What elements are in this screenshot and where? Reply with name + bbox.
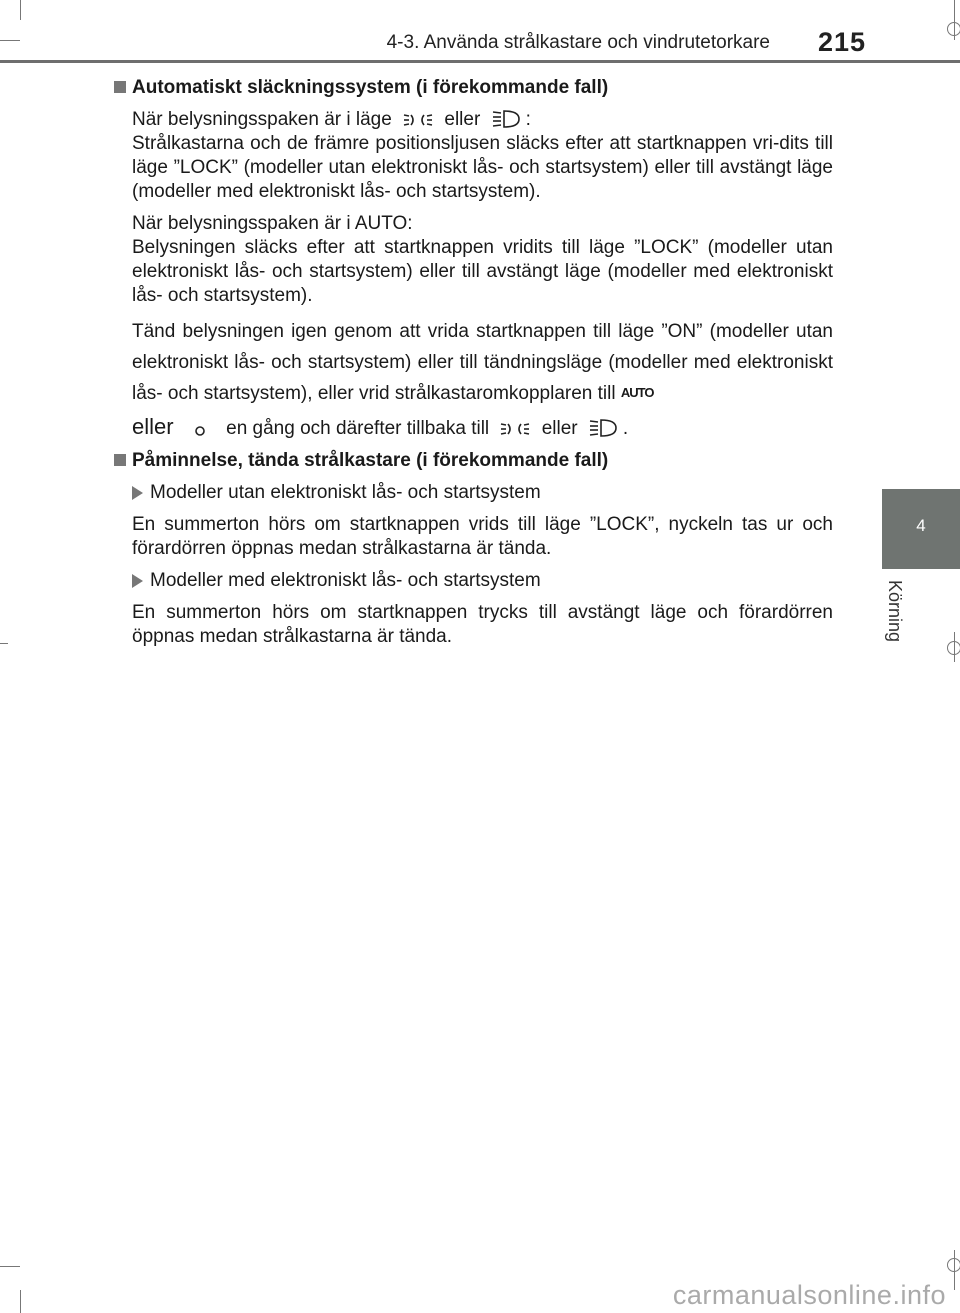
paragraph: En summerton hörs om startknappen trycks till avstängt läge och förardörren öppnas medan strålkastarna är tända. [132,602,833,647]
registration-mark [947,641,960,655]
triangle-bullet-icon [132,486,143,500]
paragraph: Strålkastarna och de främre positionsljusen släcks efter att startknappen vri-dits till läge ”LOCK” (modeller utan elektroniskt lås- och startsystem) eller till avstängt läge (modeller med elektroniskt lås- och startsystem). [132,133,833,202]
section-body [113,481,833,649]
crop-mark [20,1290,21,1313]
subheading [132,481,833,505]
header-rule [0,60,960,63]
text: eller [132,414,174,439]
text: : [525,109,531,130]
crop-mark [0,1266,20,1267]
crop-mark [0,40,20,41]
section-body [113,108,833,441]
square-bullet-icon [114,81,126,93]
registration-mark [947,1258,960,1272]
registration-mark [947,22,960,36]
section-reminder [113,449,833,649]
paragraph: En summerton hörs om startknappen vrids till läge ”LOCK”, nyckeln tas ur och förardörren öppnas medan strålkastarna är tända. [132,514,833,559]
watermark: carmanualsonline.info [672,1280,946,1310]
off-circle-icon [185,424,215,438]
subheading [132,569,833,593]
section-heading [113,449,833,473]
text: Tänd belysningen igen genom att vrida startknappen till läge ”ON” (modeller utan elektroniskt lås- och startsystem) eller till tändningsläge (modeller med elektroniskt lås- och startsystem), eller vrid strålkastaromkopplaren till [132,321,833,404]
text: . [622,418,629,439]
square-bullet-icon [114,454,126,466]
chapter-number: 4 [916,516,926,535]
headlight-icon [492,109,520,129]
position-light-icon [403,111,433,129]
crop-mark [20,0,21,20]
text: eller [541,418,578,439]
text: När belysningsspaken är i läge [132,109,392,130]
chapter-label: Körning [885,580,905,643]
position-light-icon [500,420,530,438]
page-number: 215 [817,27,866,57]
triangle-bullet-icon [132,574,143,588]
paragraph: När belysningsspaken är i AUTO: [132,213,413,234]
subheading-text: Modeller med elektroniskt lås- och startsystem [150,570,541,591]
crop-mark [0,643,8,644]
headlight-icon [589,418,617,438]
section-heading-text: Påminnelse, tända strålkastare (i förekommande fall) [132,450,609,471]
text: en gång och därefter tillbaka till [226,418,490,439]
paragraph [132,108,833,132]
section-heading-text: Automatiskt släckningssystem (i förekommande fall) [132,77,609,98]
auto-icon: AUTO [620,385,654,400]
page-content [113,76,833,657]
header-title: 4-3. Använda strålkastare och vindrutetorkare [386,32,770,53]
text: eller [444,109,481,130]
paragraph [132,415,833,441]
paragraph [132,316,833,409]
subheading-text: Modeller utan elektroniskt lås- och startsystem [150,482,541,503]
paragraph: Belysningen släcks efter att startknappen vridits till läge ”LOCK” (modeller utan elektroniskt lås- och startsystem) eller till avstängt läge (modeller med elektroniskt lås- och startsystem). [132,237,833,306]
section-heading [113,76,833,100]
section-auto-off [113,76,833,441]
